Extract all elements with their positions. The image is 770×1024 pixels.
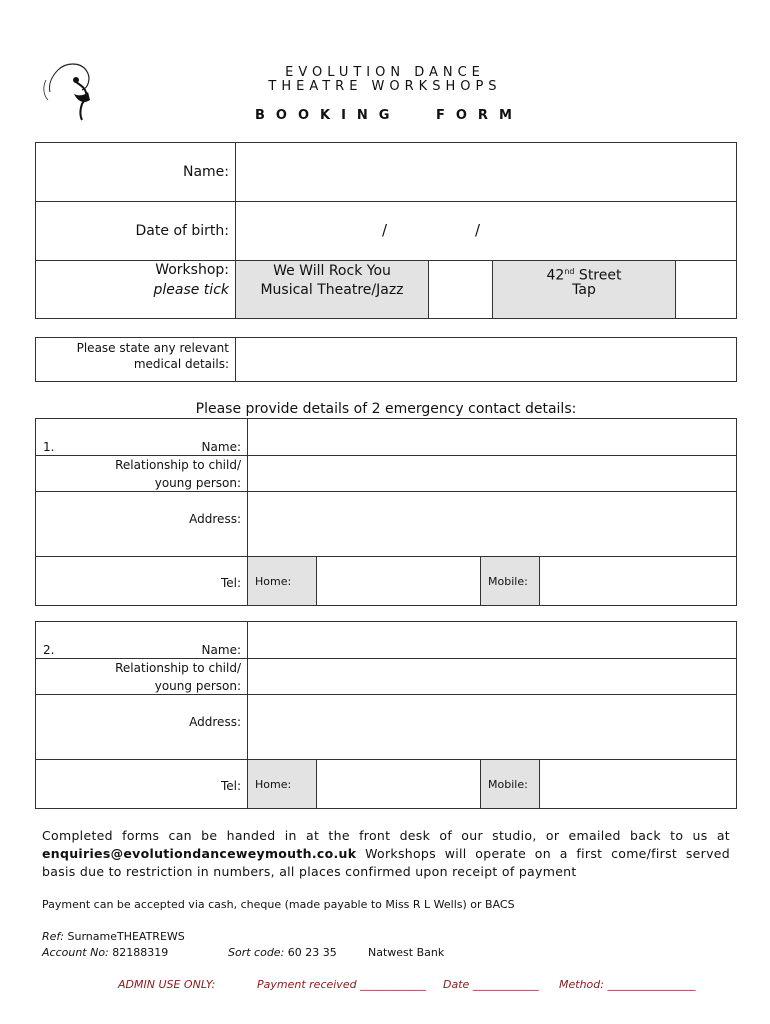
admin-method: Method: ________________ — [559, 978, 696, 991]
contact-1-relationship-label-2: young person: — [154, 476, 241, 490]
workshop-2-tickbox[interactable] — [676, 261, 736, 318]
dob-month-field[interactable] — [395, 212, 474, 250]
company-line-2: THEATRE WORKSHOPS — [268, 79, 502, 94]
workshop-2-title: 42nd Street — [546, 267, 622, 284]
dob-year-field[interactable] — [490, 212, 734, 250]
workshop-1-tickbox[interactable] — [429, 261, 492, 318]
company-line-1: EVOLUTION DANCE — [285, 65, 485, 80]
contact-2-tel-label: Tel: — [220, 779, 241, 793]
workshop-1-style: Musical Theatre/Jazz — [260, 282, 404, 298]
contact-2-name-field[interactable] — [250, 623, 738, 658]
admin-use-only: ADMIN USE ONLY: — [118, 978, 216, 991]
contact-1-mobile-field[interactable] — [543, 560, 737, 604]
contact-2-home-field[interactable] — [320, 763, 479, 807]
contact-1-address-field[interactable] — [250, 493, 738, 557]
contact-1-relationship-label-1: Relationship to child/ — [115, 458, 241, 472]
medical-label-2: medical details: — [133, 357, 229, 371]
medical-details-field[interactable] — [238, 339, 738, 382]
contact-1-address-label: Address: — [189, 512, 241, 526]
contact-2-relationship-label-2: young person: — [154, 679, 241, 693]
dob-day-field[interactable] — [240, 212, 374, 250]
workshop-label: Workshop: — [155, 262, 229, 278]
name-label: Name: — [182, 164, 229, 180]
contact-2-number: 2. — [43, 643, 55, 657]
workshop-hint: please tick — [153, 282, 229, 298]
contact-1-tel-label: Tel: — [220, 576, 241, 590]
dob-label: Date of birth: — [135, 223, 229, 239]
contact-2-home-label: Home: — [255, 778, 292, 791]
workshop-2-style: Tap — [572, 282, 596, 298]
bank-name: Natwest Bank — [368, 946, 445, 959]
contact-1-home-field[interactable] — [320, 560, 479, 604]
contact-2-address-label: Address: — [189, 715, 241, 729]
admin-date: Date ____________ — [443, 978, 539, 991]
contact-2-mobile-field[interactable] — [543, 763, 737, 807]
contact-2-mobile-label: Mobile: — [488, 778, 528, 791]
contact-1-relationship-field[interactable] — [250, 457, 738, 491]
form-title: BOOKING FORM — [255, 108, 523, 123]
contact-1-name-label: Name: — [201, 440, 241, 454]
contact-2-relationship-field[interactable] — [250, 660, 738, 694]
medical-label-1: Please state any relevant — [76, 341, 229, 355]
bank-account: Account No: 82188319 — [42, 946, 169, 959]
instructions-paragraph: Completed forms can be handed in at the front desk of our studio, or emailed back to us at enquiries@evolutiondanceweymouth.co.uk Workshops will operate on a first come/first served basis due to restriction in numbers, all places confirmed upon receipt of payment — [42, 828, 730, 879]
dob-separator-1: / — [382, 221, 388, 239]
emergency-heading: Please provide details of 2 emergency contact details: — [195, 401, 577, 417]
contact-1-name-field[interactable] — [250, 420, 738, 455]
contact-1-number: 1. — [43, 440, 55, 454]
bank-sort-code: Sort code: 60 23 35 — [228, 946, 337, 959]
admin-payment-received: Payment received ____________ — [257, 978, 427, 991]
contact-1-home-label: Home: — [255, 575, 292, 588]
enquiries-email-link[interactable]: enquiries@evolutiondanceweymouth.co.uk — [42, 846, 357, 861]
dancer-logo — [36, 60, 106, 122]
payment-methods: Payment can be accepted via cash, cheque (made payable to Miss R L Wells) or BACS — [42, 898, 515, 911]
dob-separator-2: / — [475, 221, 481, 239]
contact-1-mobile-label: Mobile: — [488, 575, 528, 588]
contact-2-name-label: Name: — [201, 643, 241, 657]
student-name-field[interactable] — [238, 145, 738, 201]
contact-2-address-field[interactable] — [250, 696, 738, 760]
bank-ref: Ref: SurnameTHEATREWS — [42, 930, 185, 943]
workshop-1-title: We Will Rock You — [273, 263, 391, 279]
contact-2-relationship-label-1: Relationship to child/ — [115, 661, 241, 675]
